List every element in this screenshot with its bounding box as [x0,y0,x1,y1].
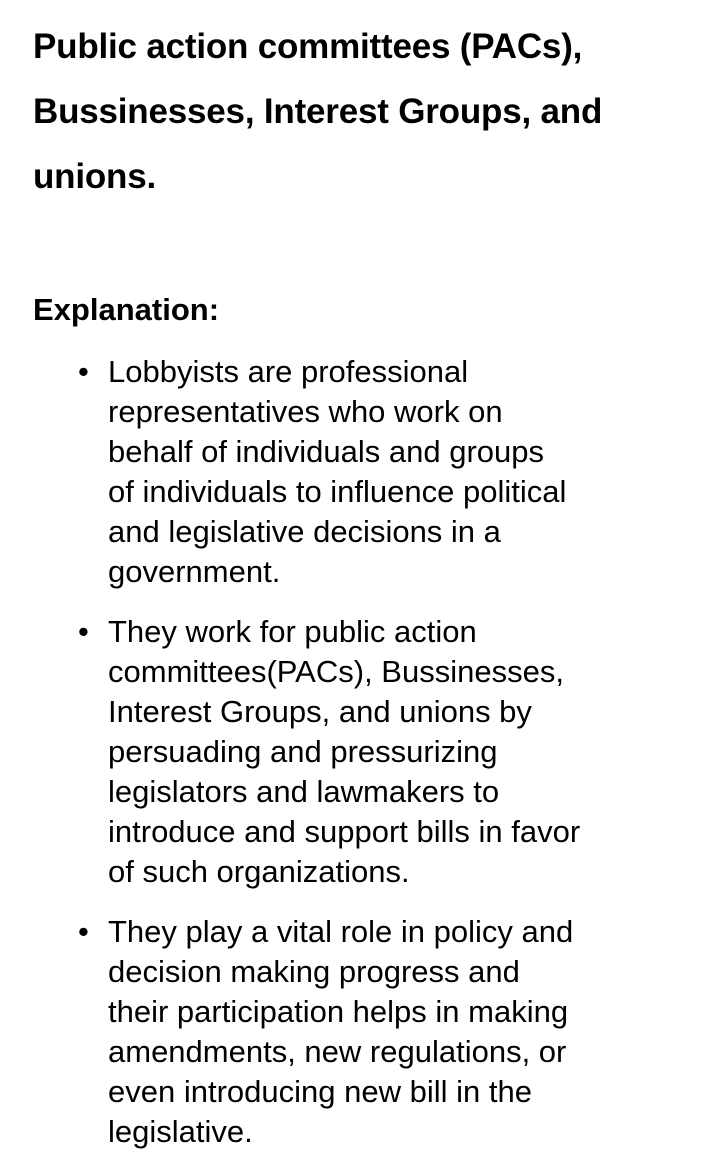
list-item [78,612,678,892]
list-item-text: They work for public action committees(PACs), Bussinesses, Interest Groups, and unions by persuading and pressurizing legislators and lawmakers to introduce and support bills in favor of such organizations. [108,614,581,889]
list-item [78,912,678,1152]
bullet-icon: • [78,614,89,649]
bullet-icon: • [78,354,89,389]
list-item-text: They play a vital role in policy and decision making progress and their participation helps in making amendments, new regulations, or even introducing new bill in the legislative. [108,914,574,1149]
list-item-text: Lobbyists are professional representatives who work on behalf of individuals and groups of individuals to influence political and legislative decisions in a government. [108,354,567,589]
explanation-heading: Explanation: [33,292,220,327]
answer-line: unions. [33,157,157,196]
answer-line: Bussinesses, Interest Groups, and [33,92,603,131]
answer-heading [33,14,693,209]
explanation-list [78,352,678,1172]
bullet-icon: • [78,914,89,949]
answer-line: Public action committees (PACs), [33,27,583,66]
list-item [78,352,678,592]
